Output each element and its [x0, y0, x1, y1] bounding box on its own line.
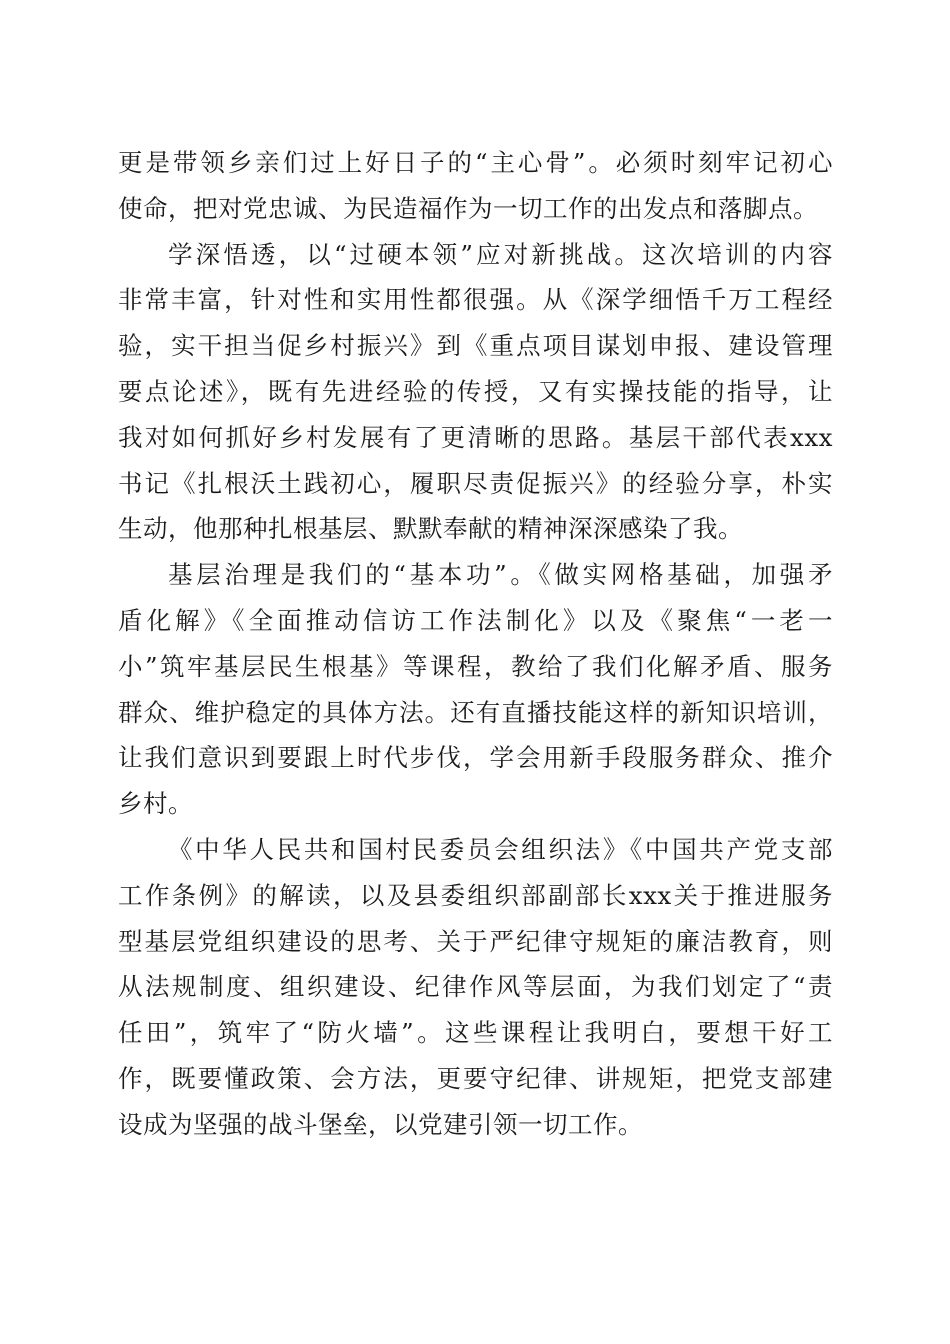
- text-line: 从法规制度、组织建设、纪律作风等层面，为我们划定了“责: [118, 972, 833, 1002]
- text-line: 使命，把对党忠诚、为民造福作为一切工作的出发点和落脚点。: [118, 193, 818, 223]
- paragraph-4: [118, 827, 833, 1148]
- text-line: 非常丰富，针对性和实用性都很强。从《深学细悟千万工程经: [118, 285, 833, 315]
- text-line: 型基层党组织建设的思考、关于严纪律守规矩的廉洁教育，则: [118, 926, 833, 956]
- text-line: 我对如何抓好乡村发展有了更清晰的思路。基层干部代表xxx: [118, 422, 833, 452]
- paragraph-1: [118, 140, 833, 232]
- document-body: [118, 140, 833, 1148]
- text-line: 生动，他那种扎根基层、默默奉献的精神深深感染了我。: [118, 514, 743, 544]
- text-line: 学深悟透，以“过硬本领”应对新挑战。这次培训的内容: [168, 239, 833, 269]
- text-line: 工作条例》的解读，以及县委组织部副部长xxx关于推进服务: [118, 880, 833, 910]
- text-line: 《中华人民共和国村民委员会组织法》《中国共产党支部: [168, 834, 833, 864]
- paragraph-3: [118, 552, 833, 827]
- text-line: 乡村。: [118, 789, 193, 819]
- paragraph-2: [118, 232, 833, 553]
- text-line: 作，既要懂政策、会方法，更要守纪律、讲规矩，把党支部建: [118, 1063, 833, 1093]
- text-line: 设成为坚强的战斗堡垒，以党建引领一切工作。: [118, 1109, 643, 1139]
- text-line: 群众、维护稳定的具体方法。还有直播技能这样的新知识培训，: [118, 697, 833, 727]
- text-line: 小”筑牢基层民生根基》等课程，教给了我们化解矛盾、服务: [118, 651, 833, 681]
- text-line: 让我们意识到要跟上时代步伐，学会用新手段服务群众、推介: [118, 743, 833, 773]
- text-line: 盾化解》《全面推动信访工作法制化》以及《聚焦“一老一: [118, 605, 833, 635]
- text-line: 任田”，筑牢了“防火墙”。这些课程让我明白，要想干好工: [118, 1018, 833, 1048]
- text-line: 更是带领乡亲们过上好日子的“主心骨”。必须时刻牢记初心: [118, 148, 833, 177]
- text-line: 要点论述》，既有先进经验的传授，又有实操技能的指导，让: [118, 376, 833, 406]
- text-line: 基层治理是我们的“基本功”。《做实网格基础，加强矛: [168, 560, 833, 590]
- text-line: 验，实干担当促乡村振兴》到《重点项目谋划申报、建设管理: [118, 331, 833, 361]
- text-line: 书记《扎根沃土践初心，履职尽责促振兴》的经验分享，朴实: [118, 468, 833, 498]
